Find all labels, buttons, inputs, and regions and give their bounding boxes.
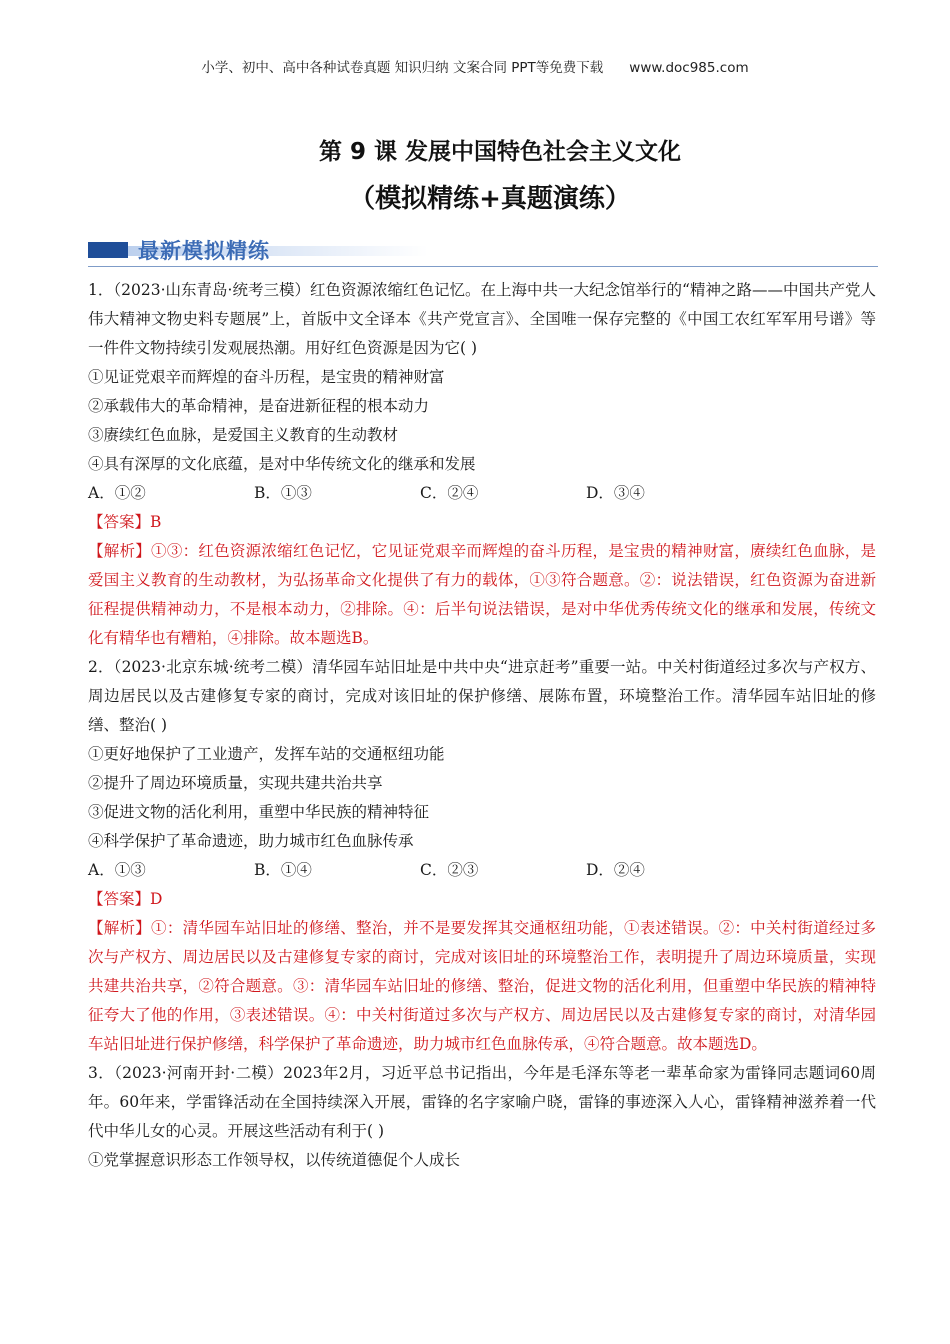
choice-d: D．②④ <box>586 861 645 879</box>
document-title: 第 9 课 发展中国特色社会主义文化 <box>318 139 682 165</box>
option-statement: ④科学保护了革命遗迹，助力城市红色血脉传承 <box>88 832 414 850</box>
page-header <box>0 56 950 76</box>
section-banner <box>88 234 448 264</box>
choice-c: C．②③ <box>420 861 479 879</box>
choice-b: B．①③ <box>254 484 312 502</box>
document-subtitle: （模拟精练+真题演练） <box>349 184 631 214</box>
choice-a: A．①③ <box>88 861 146 879</box>
question-stem: 1．（2023·山东青岛·统考三模）红色资源浓缩红色记忆。在上海中共一大纪念馆举行的“精神之路——中国共产党人伟大精神文物史料专题展”上，首版中文全译本《共产党宣言》、全国唯一保存完整的《中国工农红军军用号谱》等一件件文物持续引发观展热潮。用好红色资源是因为它( ) <box>88 281 876 357</box>
question-3 <box>88 1059 876 1175</box>
answer-analysis: 【解析】①：清华园车站旧址的修缮、整治，并不是要发挥其交通枢纽功能，①表述错误。②：中关村街道经过多次与产权方、周边居民以及古建修复专家的商讨，完成对该旧址的环境整治工作，表明提升了周边环境质量，实现共建共治共享，②符合题意。③：清华园车站旧址的修缮、整治，促进文物的活化利用，但重塑中华民族的精神特征夸大了他的作用，③表述错误。④：中关村街道过多次与产权方、周边居民以及古建修复专家的商讨，对清华园车站旧址进行保护修缮，科学保护了革命遗迹，助力城市红色血脉传承，④符合题意。故本题选D。 <box>88 919 876 1053</box>
choice-a: A．①② <box>88 484 146 502</box>
answer-choices <box>88 856 876 885</box>
choice-c: C．②④ <box>420 484 479 502</box>
header-slogan: 小学、初中、高中各种试卷真题 知识归纳 文案合同 PPT等免费下载 <box>201 60 604 76</box>
section-divider <box>88 266 878 267</box>
option-statement: ①党掌握意识形态工作领导权，以传统道德促个人成长 <box>88 1151 461 1169</box>
question-stem: 2．（2023·北京东城·统考二模）清华园车站旧址是中共中央“进京赶考”重要一站。中关村街道经过多次与产权方、周边居民以及古建修复专家的商讨，完成对该旧址的保护修缮、展陈布置，环境整治工作。清华园车站旧址的修缮、整治( ) <box>88 658 876 734</box>
option-statement: ④具有深厚的文化底蕴，是对中华传统文化的继承和发展 <box>88 455 476 473</box>
option-statement: ②提升了周边环境质量，实现共建共治共享 <box>88 774 383 792</box>
option-statement: ②承载伟大的革命精神，是奋进新征程的根本动力 <box>88 397 430 415</box>
header-site-link[interactable]: www.doc985.com <box>629 60 749 76</box>
question-list <box>88 276 876 1175</box>
answer-key: 【答案】D <box>88 890 163 908</box>
choice-b: B．①④ <box>254 861 312 879</box>
section-banner-bar <box>88 242 128 258</box>
answer-analysis: 【解析】①③：红色资源浓缩红色记忆，它见证党艰辛而辉煌的奋斗历程，是宝贵的精神财富，赓续红色血脉，是爱国主义教育的生动教材，为弘扬革命文化提供了有力的载体，①③符合题意。②：说法错误，红色资源为奋进新征程提供精神动力，不是根本动力，②排除。④：后半句说法错误，是对中华优秀传统文化的继承和发展，传统文化有精华也有糟粕，④排除。故本题选B。 <box>88 542 876 647</box>
section-banner-label: 最新模拟精练 <box>138 239 270 263</box>
answer-key: 【答案】B <box>88 513 162 531</box>
question-1 <box>88 276 876 653</box>
option-statement: ③促进文物的活化利用，重塑中华民族的精神特征 <box>88 803 430 821</box>
question-stem: 3．（2023·河南开封·二模）2023年2月，习近平总书记指出，今年是毛泽东等老一辈革命家为雷锋同志题词60周年。60年来，学雷锋活动在全国持续深入开展，雷锋的名字家喻户晓，雷锋的事迹深入人心，雷锋精神滋养着一代代中华儿女的心灵。开展这些活动有利于( ) <box>88 1064 876 1140</box>
option-statement: ①更好地保护了工业遗产，发挥车站的交通枢纽功能 <box>88 745 445 763</box>
choice-d: D．③④ <box>586 484 645 502</box>
option-statement: ③赓续红色血脉，是爱国主义教育的生动教材 <box>88 426 399 444</box>
option-statement: ①见证党艰辛而辉煌的奋斗历程，是宝贵的精神财富 <box>88 368 445 386</box>
answer-choices <box>88 479 876 508</box>
question-2 <box>88 653 876 1059</box>
